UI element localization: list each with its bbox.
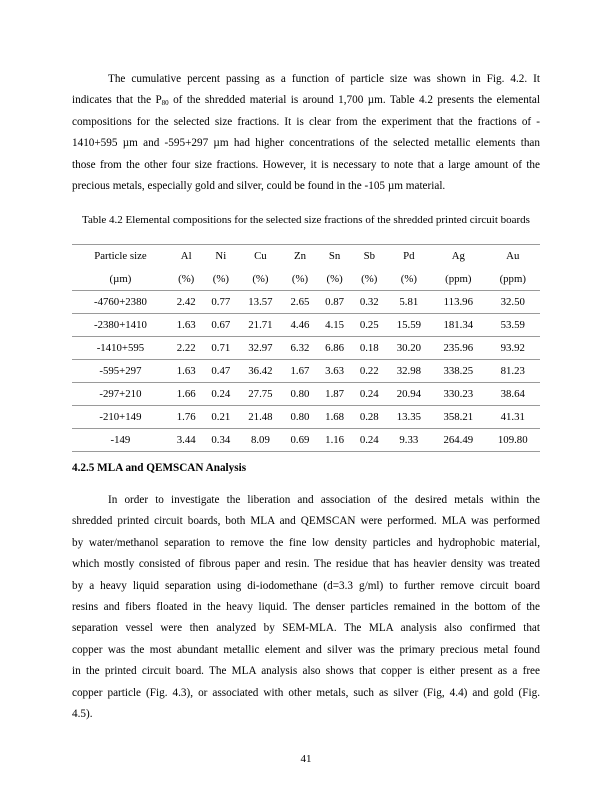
table-cell: 3.44: [169, 429, 204, 452]
text-line: shredded printed circuit boards, both MLA and QEMSCAN were performed. MLA was performed: [72, 515, 540, 528]
table-cell: 2.22: [169, 337, 204, 360]
table-cell: 5.81: [387, 291, 432, 314]
table-cell: 264.49: [431, 429, 485, 452]
table-cell: 0.18: [352, 337, 387, 360]
elemental-composition-table: [72, 244, 540, 452]
table-cell: 20.94: [387, 383, 432, 406]
page-number: 41: [300, 753, 312, 765]
section-heading: 4.2.5 MLA and QEMSCAN Analysis: [72, 462, 247, 474]
unit-cell: (%): [317, 267, 352, 291]
table-cell: 0.80: [283, 406, 318, 429]
table-cell: 0.69: [283, 429, 318, 452]
table-row: [72, 406, 540, 429]
table-cell: 330.23: [431, 383, 485, 406]
unit-cell: (%): [169, 267, 204, 291]
text-line: 1410+595 µm and -595+297 µm had higher concentrations of the selected metallic elements than: [72, 137, 540, 150]
table-cell: 1.76: [169, 406, 204, 429]
header-cell: Sb: [352, 245, 387, 268]
unit-cell: (ppm): [431, 267, 485, 291]
table-cell: 1.87: [317, 383, 352, 406]
table-cell: 0.67: [204, 314, 239, 337]
text-line: copper particle (Fig. 4.3), or associated with other metals, such as silver (Fig, 4.4) and gold (Fig.: [72, 686, 540, 699]
table-header-row: [72, 245, 540, 268]
table-cell: -297+210: [72, 383, 169, 406]
table-cell: 53.59: [486, 314, 540, 337]
unit-cell: (ppm): [486, 267, 540, 291]
text-line: The cumulative percent passing as a function of particle size was shown in Fig. 4.2. It: [108, 73, 540, 85]
unit-cell: (%): [238, 267, 283, 291]
table-row: [72, 429, 540, 452]
table-cell: 338.25: [431, 360, 485, 383]
text-line: In order to investigate the liberation and association of the desired metals within the: [108, 494, 540, 506]
table-cell: 1.67: [283, 360, 318, 383]
paragraph-particle-size: [72, 69, 540, 197]
table-cell: 6.32: [283, 337, 318, 360]
table-cell: 30.20: [387, 337, 432, 360]
table-cell: 0.71: [204, 337, 239, 360]
header-cell: Al: [169, 245, 204, 268]
text-line: which mostly consisted of fibrous paper and resin. The residue that has heavier density was treated: [72, 558, 540, 571]
table-cell: 36.42: [238, 360, 283, 383]
table-cell: 15.59: [387, 314, 432, 337]
text-line: in the printed circuit board. The MLA analysis also shows that copper is either present as a free: [72, 665, 540, 678]
header-cell: Particle size: [72, 245, 169, 268]
table-caption: Table 4.2 Elemental compositions for the selected size fractions of the shredded printed circuit boards: [82, 214, 530, 226]
header-cell: Cu: [238, 245, 283, 268]
text-line: by water/methanol separation to remove the fine low density particles and hydrophobic material,: [72, 536, 540, 549]
table-cell: 27.75: [238, 383, 283, 406]
table-row: [72, 383, 540, 406]
table-cell: 0.25: [352, 314, 387, 337]
unit-cell: (%): [352, 267, 387, 291]
text-line: copper was the most abundant metallic element and silver was the primary precious metal found: [72, 643, 540, 656]
table-cell: 13.57: [238, 291, 283, 314]
table-row: [72, 360, 540, 383]
table-cell: 0.24: [352, 383, 387, 406]
header-cell: Pd: [387, 245, 432, 268]
table-cell: 1.63: [169, 314, 204, 337]
table-row: [72, 337, 540, 360]
table-cell: 21.48: [238, 406, 283, 429]
table-cell: 0.34: [204, 429, 239, 452]
table-cell: 0.22: [352, 360, 387, 383]
table-cell: 181.34: [431, 314, 485, 337]
table-cell: -149: [72, 429, 169, 452]
table-cell: 93.92: [486, 337, 540, 360]
table-cell: 38.64: [486, 383, 540, 406]
table-cell: 2.42: [169, 291, 204, 314]
table-row: [72, 291, 540, 314]
table-cell: 0.21: [204, 406, 239, 429]
text-line-p80: indicates that the $P_{80}$ of the shredded material is around 1,700 µm. Table 4.2 presents the elemental: [72, 94, 540, 108]
table-cell: 0.77: [204, 291, 239, 314]
header-cell: Zn: [283, 245, 318, 268]
table-cell: 9.33: [387, 429, 432, 452]
table-cell: 1.16: [317, 429, 352, 452]
table-cell: 8.09: [238, 429, 283, 452]
table-cell: 32.97: [238, 337, 283, 360]
header-cell: Ag: [431, 245, 485, 268]
table-cell: 0.24: [204, 383, 239, 406]
table-units-row: [72, 267, 540, 291]
table-cell: -2380+1410: [72, 314, 169, 337]
table-cell: 32.98: [387, 360, 432, 383]
table-cell: 4.15: [317, 314, 352, 337]
table-cell: 1.66: [169, 383, 204, 406]
header-cell: Au: [486, 245, 540, 268]
table-cell: -595+297: [72, 360, 169, 383]
text-line: those from the other four size fractions. However, it is necessary to note that a large amount of the: [72, 158, 540, 171]
text-line: compositions for the selected size fractions. It is clear from the experiment that the fractions of -: [72, 115, 540, 128]
text-line: separation vessel were then analyzed by SEM-MLA. The MLA analysis also confirmed that: [72, 622, 540, 635]
unit-cell: (%): [204, 267, 239, 291]
header-cell: Ni: [204, 245, 239, 268]
table-cell: 109.80: [486, 429, 540, 452]
table-cell: 0.28: [352, 406, 387, 429]
text-line: by a heavy liquid separation using di-iodomethane (d=3.3 g/ml) to further remove circuit board: [72, 579, 540, 592]
text-line: resins and fibers floated in the heavy liquid. The denser particles remained in the bottom of the: [72, 600, 540, 613]
text-line: 4.5).: [72, 707, 93, 720]
table-cell: 1.68: [317, 406, 352, 429]
unit-cell: (µm): [72, 267, 169, 291]
table-row: [72, 314, 540, 337]
text-line: precious metals, especially gold and silver, could be found in the -105 µm material.: [72, 179, 446, 192]
table-cell: 358.21: [431, 406, 485, 429]
table-cell: -4760+2380: [72, 291, 169, 314]
table-cell: 113.96: [431, 291, 485, 314]
table-cell: -210+149: [72, 406, 169, 429]
header-cell: Sn: [317, 245, 352, 268]
table-cell: 3.63: [317, 360, 352, 383]
table-cell: 0.47: [204, 360, 239, 383]
table-cell: 4.46: [283, 314, 318, 337]
table-cell: 13.35: [387, 406, 432, 429]
table-cell: -1410+595: [72, 337, 169, 360]
table-cell: 0.24: [352, 429, 387, 452]
unit-cell: (%): [283, 267, 318, 291]
table-cell: 41.31: [486, 406, 540, 429]
table-cell: 32.50: [486, 291, 540, 314]
table-cell: 1.63: [169, 360, 204, 383]
table-cell: 81.23: [486, 360, 540, 383]
table-cell: 235.96: [431, 337, 485, 360]
table-cell: 2.65: [283, 291, 318, 314]
unit-cell: (%): [387, 267, 432, 291]
table-cell: 0.87: [317, 291, 352, 314]
table-cell: 0.32: [352, 291, 387, 314]
table-cell: 6.86: [317, 337, 352, 360]
table-cell: 0.80: [283, 383, 318, 406]
table-cell: 21.71: [238, 314, 283, 337]
paragraph-mla-qemscan: [72, 490, 540, 725]
